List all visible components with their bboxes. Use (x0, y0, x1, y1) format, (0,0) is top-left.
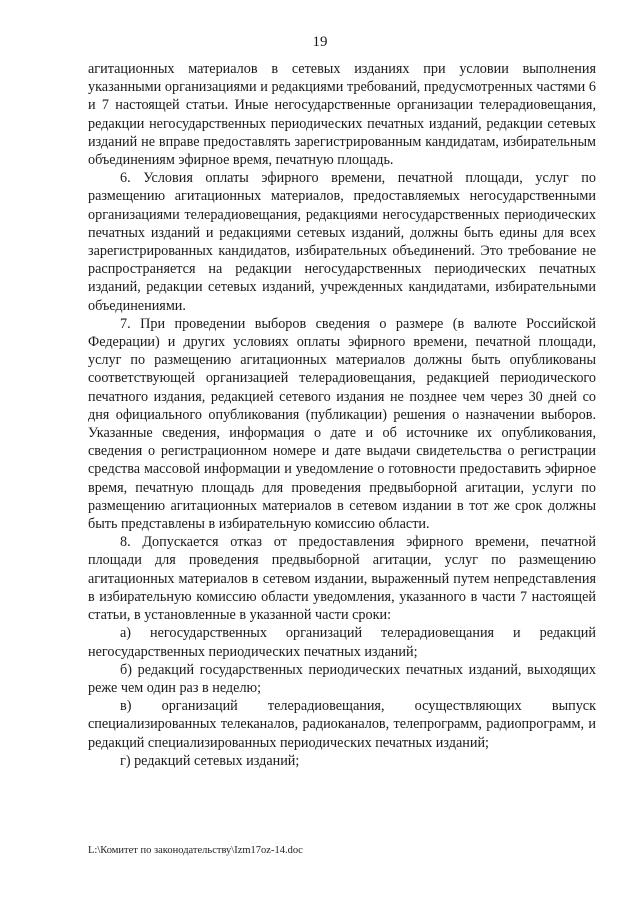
list-item-v: в) организаций телерадиовещания, осуществляющих выпуск специализированных телеканалов, радиоканалов, телепрограмм, радиопрограмм, и редакций специализированных периодических печатных изданий; (88, 698, 596, 751)
paragraph-8: 8. Допускается отказ от предоставления эфирного времени, печатной площади для проведения предвыборной агитации, услуг по размещению агитационных материалов в сетевом издании, выраженный путем непредставления в избирательную комиссию области уведомления, указанного в части 7 настоящей статьи, в установленные в указанной части сроки: (88, 534, 596, 624)
paragraph-7: 7. При проведении выборов сведения о размере (в валюте Российской Федерации) и других условиях оплаты эфирного времени, печатной площади, услуг по размещению агитационных материалов должны быть опубликованы соответствующей организацией телерадиовещания, редакцией периодического печатного издания, редакцией сетевого издания не позднее чем через 30 дней со дня официального опубликования (публикации) решения о назначении выборов. Указанные сведения, информация о дате и об источнике их опубликования, сведения о регистрационном номере и дате выдачи свидетельства о регистрации средства массовой информации и уведомление о готовности предоставить эфирное время, печатную площадь для проведения предвыборной агитации, услуги по размещению агитационных материалов в сетевом издании в тот же срок должны быть представлены в избирательную комиссию области. (88, 315, 596, 533)
list-item-b: б) редакций государственных периодических печатных изданий, выходящих реже чем один раз в неделю; (88, 661, 596, 696)
page-number: 19 (312, 34, 328, 50)
list-item-g: г) редакций сетевых изданий; (120, 752, 300, 769)
paragraph-continuation: агитационных материалов в сетевых изданиях при условии выполнения указанными организациями и редакциями требований, предусмотренных частями 6 и 7 настоящей статьи. Иные негосударственные организации телерадиовещания, редакции негосударственных периодических печатных изданий, редакции сетевых изданий не вправе предоставлять зарегистрированным кандидатам, избирательным объединениям эфирное время, печатную площадь. (88, 61, 596, 169)
footer-file-path: L:\Комитет по законодательству\Izm17oz-14.doc (88, 845, 303, 856)
paragraph-6: 6. Условия оплаты эфирного времени, печатной площади, услуг по размещению агитационных материалов, предоставляемых негосударственными организациями телерадиовещания, редакциями негосударственных периодических печатных изданий и редакциями сетевых изданий, должны быть едины для всех зарегистрированных кандидатов, избирательных объединений. Это требование не распространяется на редакции негосударственных периодических печатных изданий, редакции сетевых изданий, учрежденных кандидатами, избирательными объединениями. (88, 170, 596, 314)
document-body (88, 60, 596, 770)
list-item-a: а) негосударственных организаций телерадиовещания и редакций негосударственных периодических печатных изданий; (88, 625, 596, 660)
